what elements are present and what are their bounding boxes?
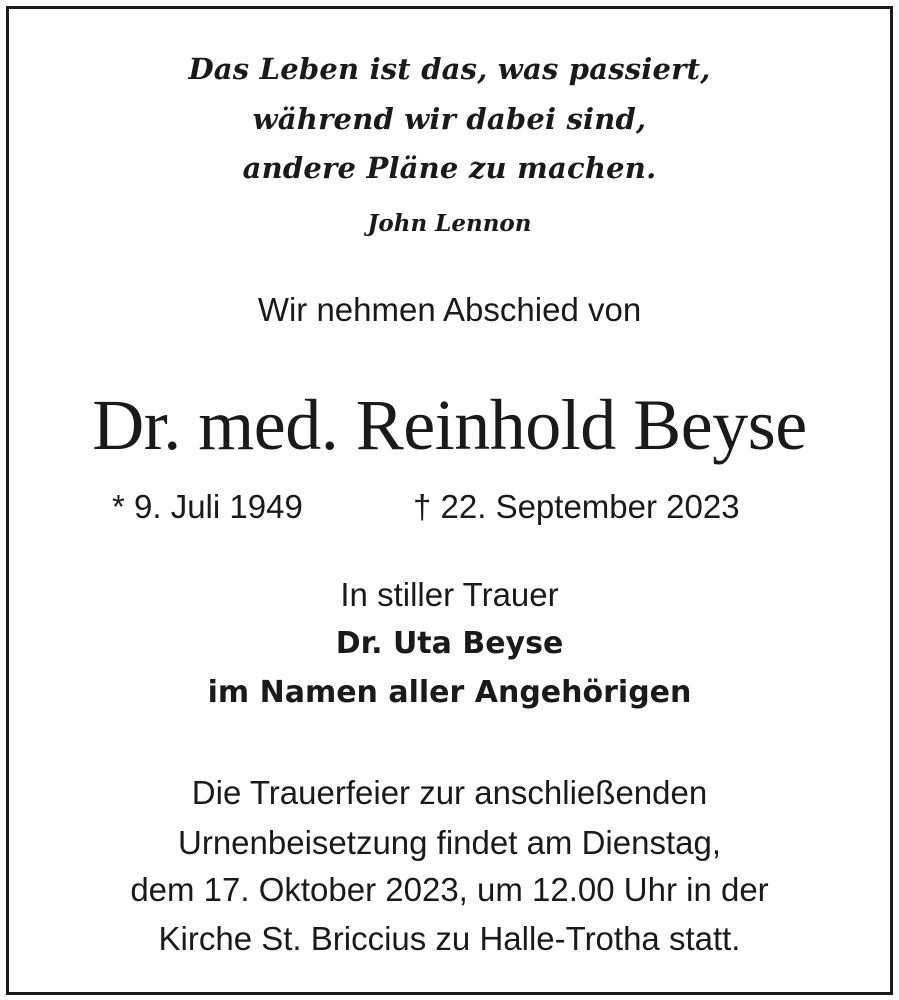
quote-author: John Lennon <box>367 210 532 237</box>
quote-line-3: andere Pläne zu machen. <box>242 151 657 185</box>
funeral-line-3: dem 17. Oktober 2023, um 12.00 Uhr in der <box>130 871 769 908</box>
quote-line-2: während wir dabei sind, <box>252 102 647 136</box>
deceased-name: Dr. med. Reinhold Beyse <box>92 385 807 465</box>
funeral-line-4: Kirche St. Briccius zu Halle-Trotha statt. <box>158 920 741 957</box>
death-date: † 22. September 2023 <box>413 488 740 525</box>
mourner-group: im Namen aller Angehörigen <box>207 675 692 710</box>
life-dates <box>0 488 899 528</box>
quote-line-1: Das Leben ist das, was passiert, <box>188 52 711 86</box>
mourner-name: Dr. Uta Beyse <box>335 626 564 661</box>
mourning-intro: In stiller Trauer <box>340 576 559 613</box>
farewell-intro: Wir nehmen Abschied von <box>257 291 642 328</box>
funeral-line-2: Urnenbeisetzung findet am Dienstag, <box>178 824 721 861</box>
funeral-line-1: Die Trauerfeier zur anschließenden <box>191 774 708 811</box>
birth-date: * 9. Juli 1949 <box>112 488 303 525</box>
